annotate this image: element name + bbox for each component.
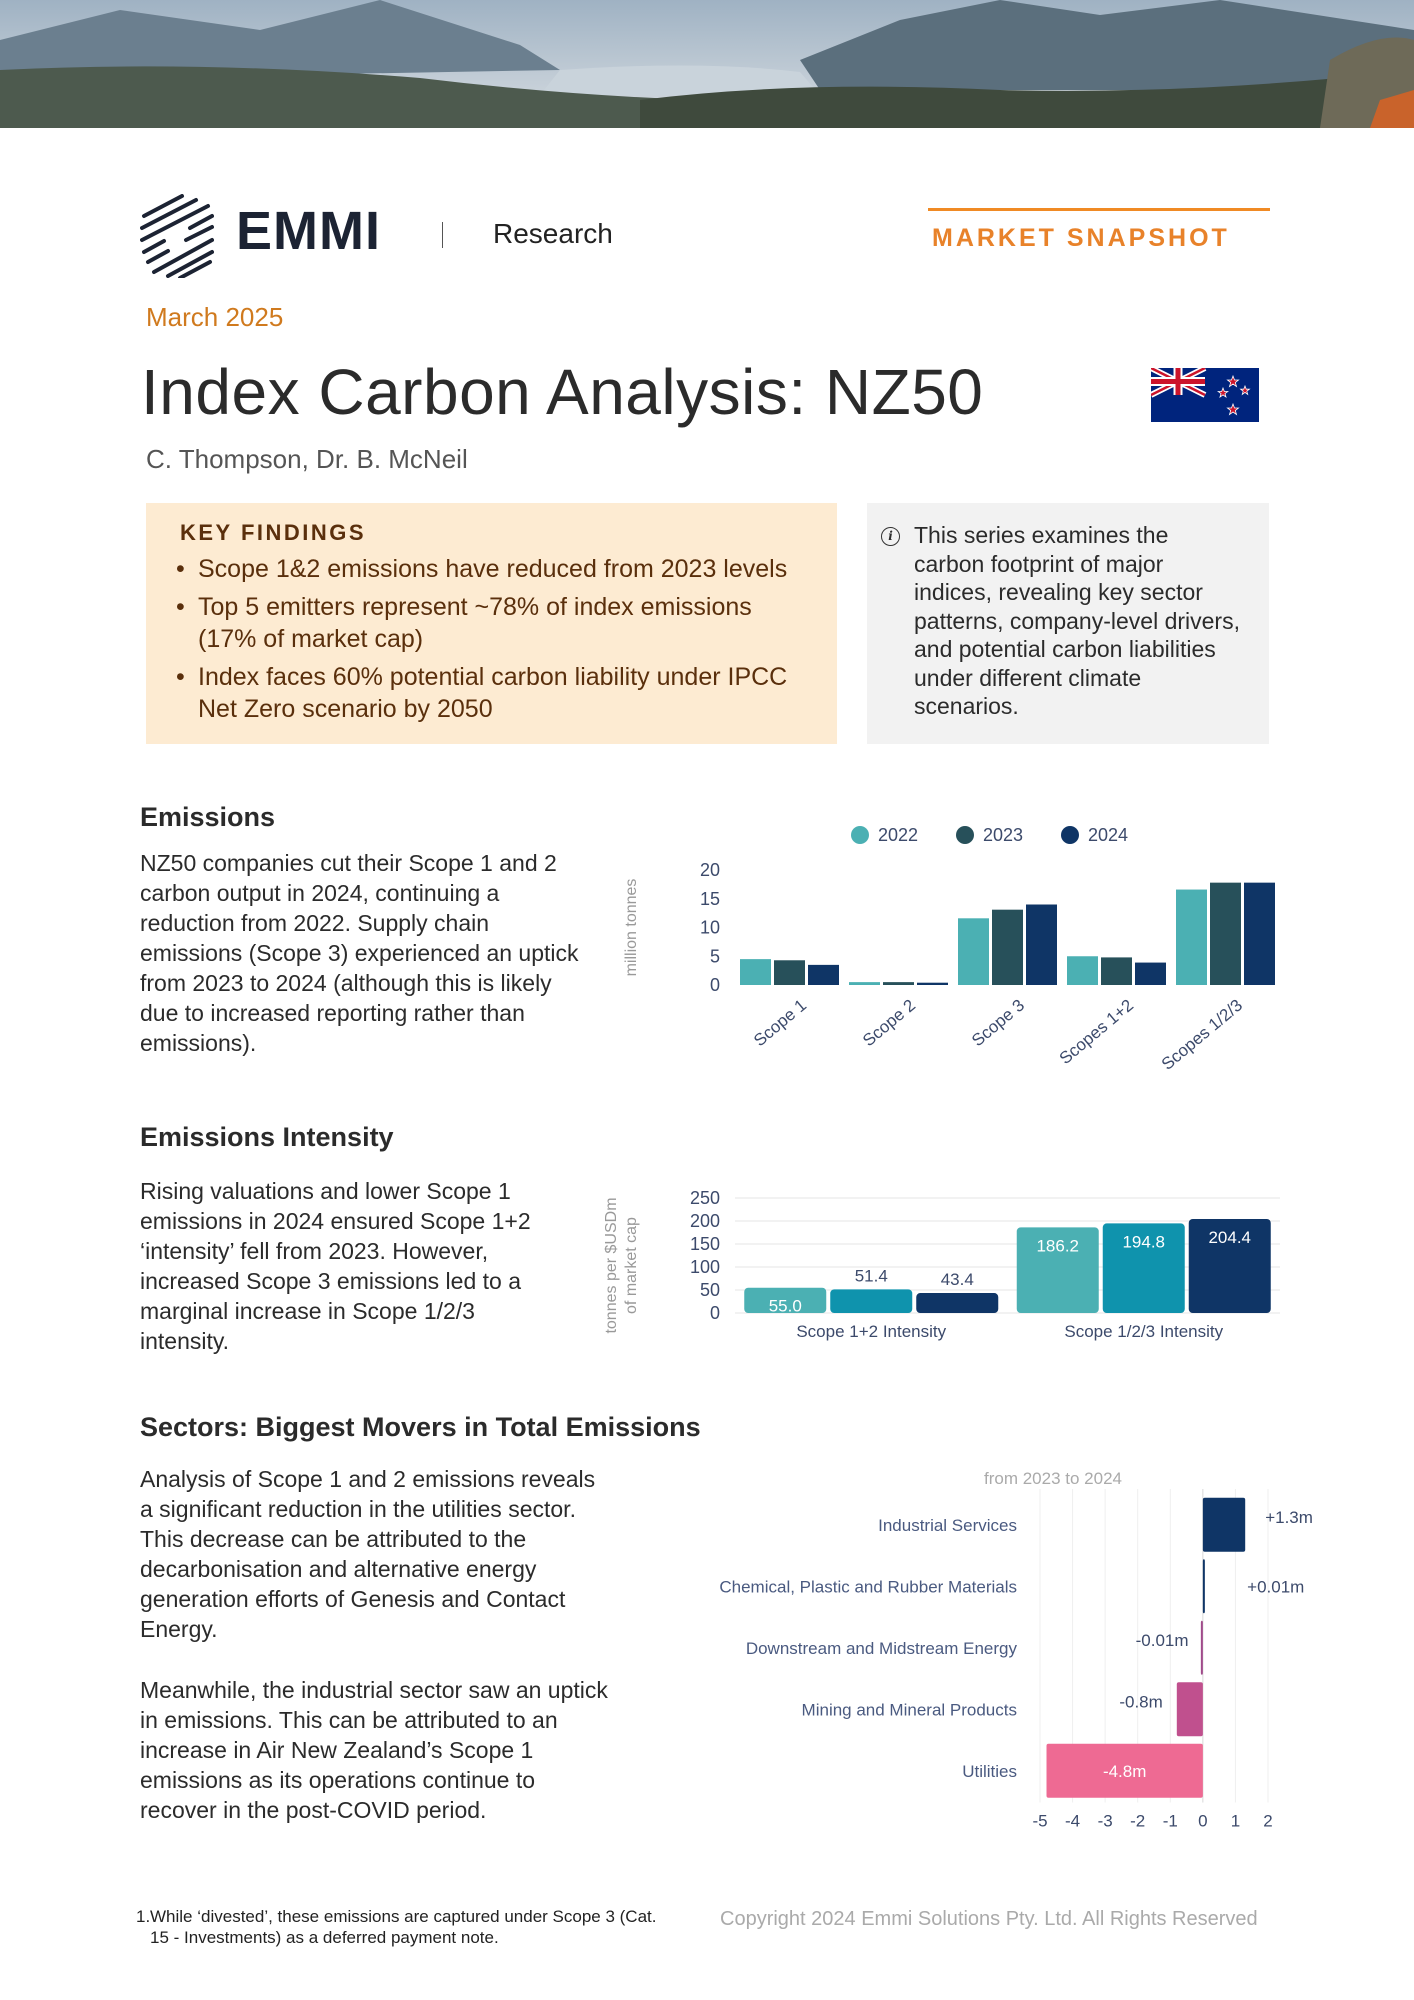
key-findings-box: [146, 503, 837, 744]
data-label: 51.4: [854, 1266, 888, 1286]
series-info-text: This series examines the carbon footprint of major indices, revealing key sector patterns, company-level drivers, and potential carbon liabilities under different climate scenarios.: [914, 522, 1240, 719]
legend-label-2024: 2024: [1088, 825, 1129, 845]
emissions-heading: Emissions: [140, 802, 276, 832]
key-findings-title: KEY FINDINGS: [180, 520, 367, 545]
category-label: Utilities: [962, 1761, 1017, 1781]
emissions-chart: [600, 810, 1290, 1100]
y-tick-label: 0: [709, 1303, 720, 1323]
intensity-body: Rising valuations and lower Scope 1 emissions in 2024 ensured Scope 1+2 ‘intensity’ fell from 2023. However, increased Scope 3 emissions led to a marginal increase in Scope 1/2/3 intensity.: [140, 1178, 531, 1354]
publication-date: March 2025: [146, 302, 284, 332]
x-tick-label: Scope 1/2/3 Intensity: [1064, 1322, 1224, 1341]
bar-industrial-services: [1203, 1498, 1245, 1552]
bar-2023-scope-1: [774, 960, 805, 985]
data-label: 194.8: [1122, 1232, 1166, 1252]
sectors-body-1: Analysis of Scope 1 and 2 emissions reveals a significant reduction in the utilities sector. This decrease can be attributed to the decarbonisation and alternative energy generation efforts of Genesis and Contact Energy.: [140, 1466, 596, 1642]
emissions-body: NZ50 companies cut their Scope 1 and 2 carbon output in 2024, continuing a reduction from 2022. Supply chain emissions (Scope 3) experienced an uptick from 2023 to 2024 (although this is likely due to increased reporting rather than emissions).: [140, 850, 579, 1056]
category-label: Mining and Mineral Products: [801, 1700, 1017, 1720]
bar-2024-scopes-1-2: [1135, 963, 1166, 985]
x-tick-label: -1: [1162, 1811, 1178, 1831]
legend-label-2022: 2022: [878, 825, 919, 845]
data-label: 204.4: [1208, 1227, 1252, 1247]
bar-2023-scope-3: [992, 910, 1023, 985]
data-label: -0.01m: [1135, 1630, 1189, 1650]
bar-2024-scope-2: [917, 983, 948, 985]
bar-2022-scope-1: [740, 959, 771, 985]
data-label: 43.4: [940, 1270, 974, 1290]
key-finding-item: • Scope 1&2 emissions have reduced from 2023 levels: [176, 553, 816, 585]
bar-2022-scopes-1-2-3: [1176, 890, 1207, 985]
x-tick-label: -4: [1065, 1811, 1081, 1831]
authors: C. Thompson, Dr. B. McNeil: [146, 444, 468, 474]
category-label: Chemical, Plastic and Rubber Materials: [719, 1577, 1017, 1597]
x-tick-label: 1: [1230, 1811, 1241, 1831]
bar-2024-scope-3: [1026, 905, 1057, 986]
bar-2022-scope-2: [849, 982, 880, 985]
snapshot-rule: [928, 208, 1270, 211]
nz-flag-icon: [1151, 368, 1259, 422]
key-findings-list: [176, 553, 816, 731]
y-tick-label: 5: [709, 946, 720, 967]
legend-swatch-2024: [1061, 826, 1079, 844]
y-tick-label: 0: [709, 975, 720, 995]
y-axis-label: million tonnes: [623, 878, 640, 977]
bar-mining-and-mineral-products: [1177, 1682, 1203, 1736]
bar-2024-scopes-1-2-3: [1244, 883, 1275, 985]
data-label: +1.3m: [1265, 1507, 1313, 1527]
page-title: Index Carbon Analysis: NZ50: [141, 356, 984, 428]
x-tick-label: Scope 3: [968, 995, 1029, 1051]
bar-2023-scope-1-2-intensity: [830, 1289, 912, 1313]
x-tick-label: -5: [1032, 1811, 1048, 1831]
copyright: Copyright 2024 Emmi Solutions Pty. Ltd. All Rights Reserved: [720, 1908, 1258, 1930]
footnote-number: 1.: [136, 1907, 151, 1926]
y-tick-label: 15: [699, 888, 720, 909]
x-tick-label: -3: [1097, 1811, 1113, 1831]
x-tick-label: Scopes 1/2/3: [1157, 995, 1247, 1074]
y-axis-label-line1: tonnes per $USDm: [603, 1197, 620, 1334]
bar-2023-scopes-1-2: [1101, 957, 1132, 985]
bar-2022-scopes-1-2: [1067, 956, 1098, 985]
x-tick-label: 0: [1198, 1811, 1208, 1831]
y-axis-label-line2: of market cap: [623, 1217, 640, 1314]
bar-2024-scope-1-2-intensity: [916, 1293, 998, 1313]
bar-2023-scopes-1-2-3: [1210, 883, 1241, 985]
x-tick-label: 2: [1263, 1811, 1273, 1831]
legend-label-2023: 2023: [983, 825, 1024, 845]
legend-swatch-2023: [956, 826, 974, 844]
bar-downstream-and-midstream-energy: [1201, 1621, 1203, 1675]
info-icon: i: [881, 527, 900, 546]
key-finding-item: • Index faces 60% potential carbon liability under IPCC Net Zero scenario by 2050: [176, 661, 816, 725]
key-finding-item: • Top 5 emitters represent ~78% of index emissions (17% of market cap): [176, 591, 816, 655]
sectors-body-2: Meanwhile, the industrial sector saw an uptick in emissions. This can be attributed to an increase in Air New Zealand’s Scope 1 emissions as its operations continue to recover in the post-COVID period.: [140, 1677, 608, 1823]
header-banner-image: [0, 0, 1414, 128]
category-label: Industrial Services: [878, 1515, 1017, 1535]
x-tick-label: Scope 1: [750, 995, 811, 1051]
data-label: +0.01m: [1247, 1577, 1305, 1597]
y-tick-label: 10: [699, 917, 720, 938]
category-label: Downstream and Midstream Energy: [745, 1638, 1017, 1658]
section-label: Research: [493, 218, 613, 249]
x-tick-label: Scope 1+2 Intensity: [796, 1322, 947, 1341]
data-label: -0.8m: [1119, 1692, 1163, 1712]
x-tick-label: -2: [1130, 1811, 1146, 1831]
data-label: 55.0: [768, 1296, 802, 1316]
bar-2023-scope-2: [883, 982, 914, 985]
header-divider: [442, 222, 443, 248]
bar-chemical-plastic-and-rubber-materials: [1203, 1559, 1205, 1613]
emmi-logo-mark: [140, 194, 214, 278]
sector-movers-chart: [660, 1455, 1340, 1835]
y-tick-label: 150: [689, 1234, 720, 1254]
data-label: -4.8m: [1102, 1761, 1147, 1781]
bar-2024-scope-1: [808, 965, 839, 985]
chart-subtitle: from 2023 to 2024: [984, 1469, 1122, 1488]
sectors-heading: Sectors: Biggest Movers in Total Emissions: [140, 1412, 701, 1442]
intensity-chart: [590, 1170, 1290, 1350]
x-tick-label: Scope 2: [859, 995, 920, 1051]
y-tick-label: 20: [699, 860, 720, 880]
footnote-text: While ‘divested’, these emissions are captured under Scope 3 (Cat. 15 - Investments) as a deferred payment note.: [150, 1907, 657, 1947]
legend-swatch-2022: [851, 826, 869, 844]
intensity-heading: Emissions Intensity: [140, 1122, 394, 1152]
landscape-illustration: [0, 0, 1414, 128]
y-tick-label: 50: [699, 1280, 720, 1300]
doc-type-label: MARKET SNAPSHOT: [932, 224, 1230, 252]
brand-name: EMMI: [236, 201, 381, 261]
y-tick-label: 100: [689, 1257, 720, 1277]
bar-2022-scope-3: [958, 918, 989, 985]
series-info-box: [867, 503, 1269, 744]
data-label: 186.2: [1036, 1236, 1080, 1256]
y-tick-label: 200: [689, 1211, 720, 1231]
y-tick-label: 250: [689, 1188, 720, 1208]
x-tick-label: Scopes 1+2: [1055, 995, 1138, 1069]
